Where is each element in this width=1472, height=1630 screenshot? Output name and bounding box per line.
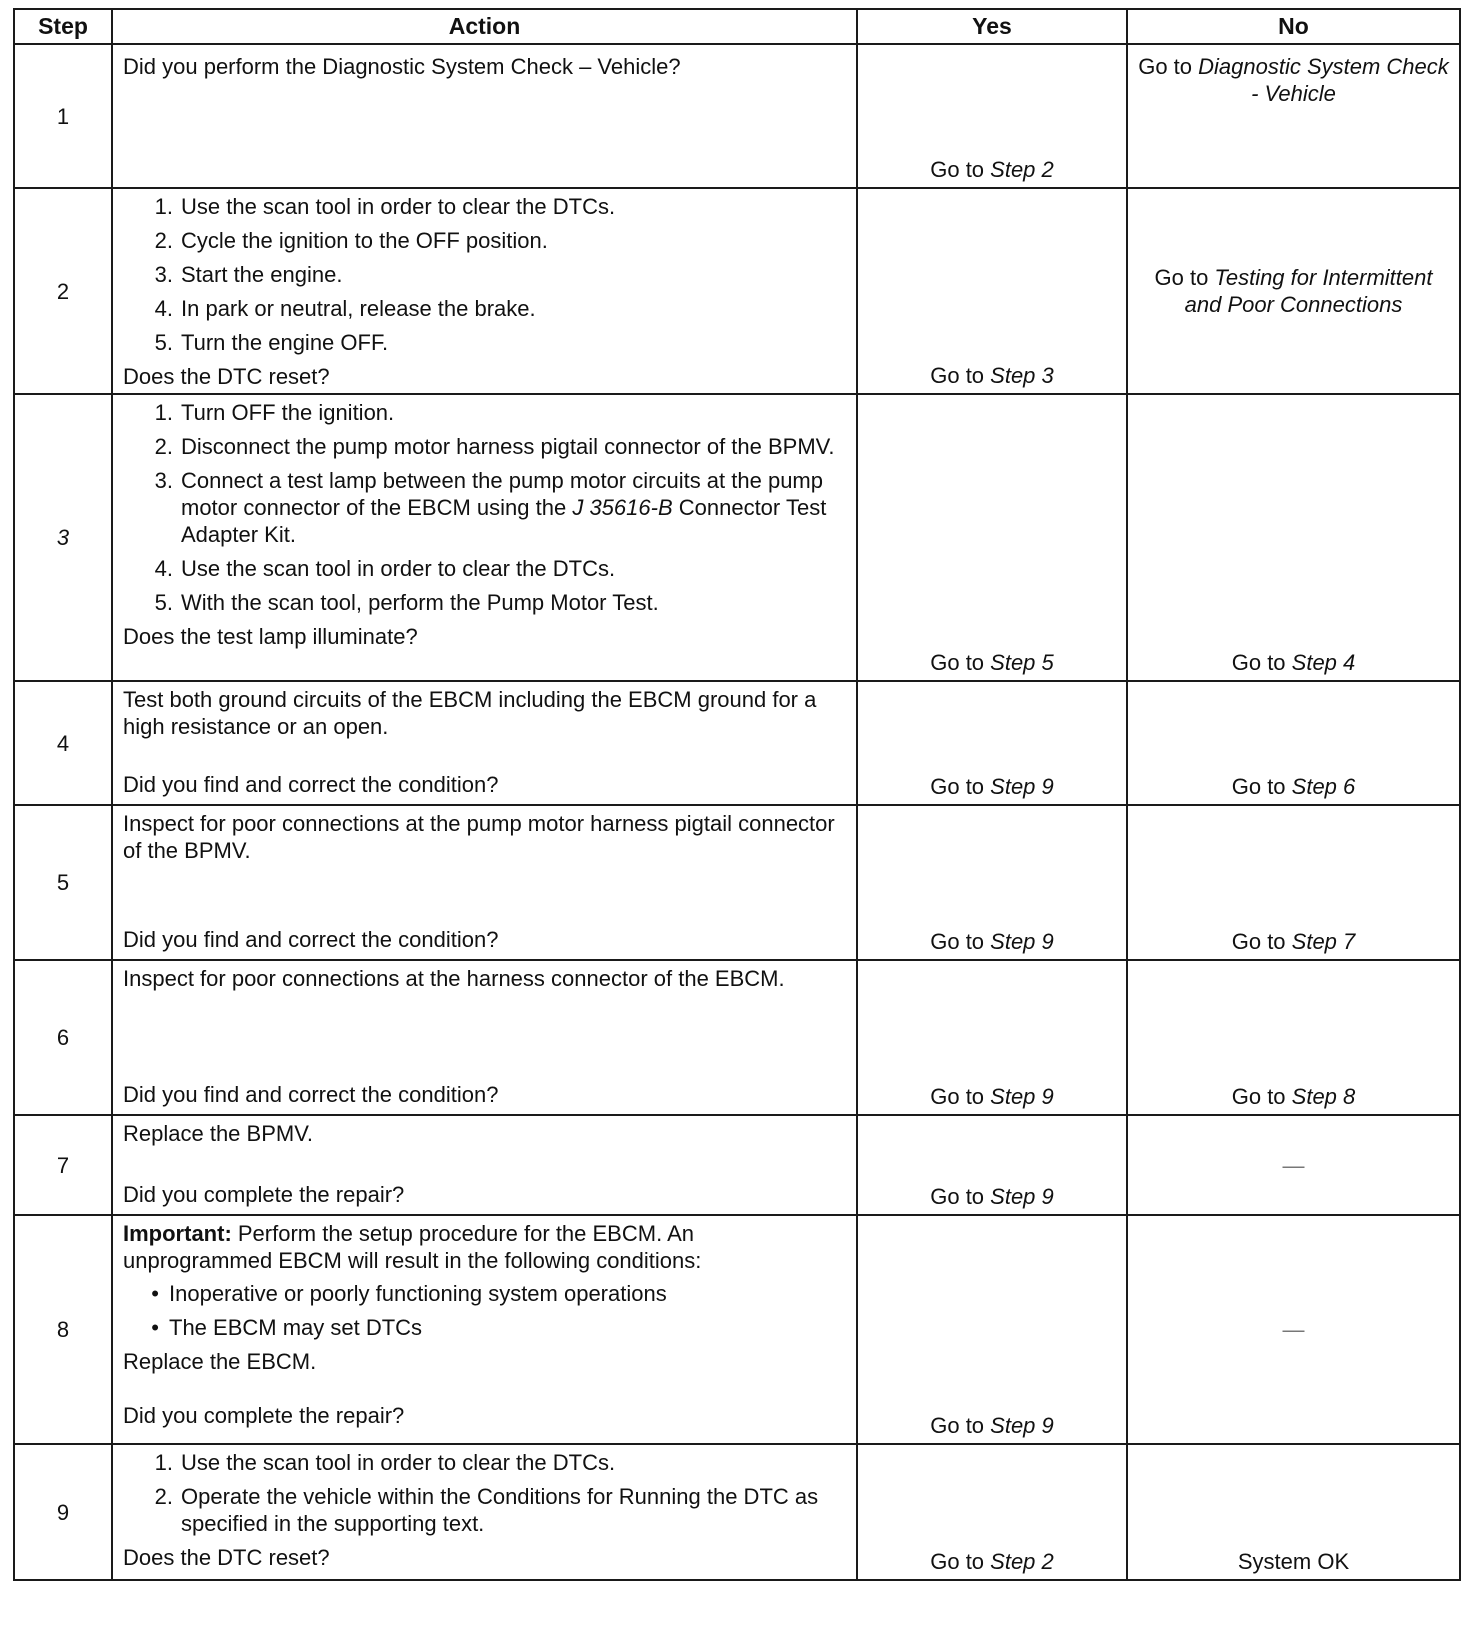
action-cell	[112, 1115, 857, 1215]
action-cell	[112, 960, 857, 1115]
procedure-list	[123, 1449, 846, 1537]
yes-step-link[interactable]: Step 9	[990, 1084, 1054, 1109]
no-cell	[1127, 960, 1460, 1115]
list-item: 5. Turn the engine OFF.	[154, 330, 389, 355]
list-item: 1. Use the scan tool in order to clear the DTCs.	[154, 1450, 616, 1475]
action-text: Replace the BPMV.	[123, 1121, 313, 1146]
list-item: 1. Turn OFF the ignition.	[154, 400, 395, 425]
yes-cell	[857, 44, 1127, 188]
yes-prefix: Go to	[930, 1549, 991, 1574]
question-text: Did you complete the repair?	[123, 1182, 405, 1207]
yes-step-link[interactable]: Step 9	[990, 929, 1054, 954]
step-number: 4	[14, 681, 112, 805]
yes-cell	[857, 1444, 1127, 1580]
no-cell	[1127, 681, 1460, 805]
list-item: 3. Start the engine.	[154, 262, 343, 287]
no-step-link[interactable]: Testing for Intermittent and Poor Connections	[1184, 265, 1433, 317]
table-row	[14, 44, 1460, 188]
table-row	[14, 1115, 1460, 1215]
action-text: Inspect for poor connections at the pump motor harness pigtail connector of the BPMV.	[123, 811, 835, 863]
list-item: 2. Disconnect the pump motor harness pigtail connector of the BPMV.	[154, 434, 835, 459]
yes-step-link[interactable]: Step 2	[990, 157, 1054, 182]
no-placeholder: —	[1282, 1317, 1305, 1342]
header-action: Action	[112, 9, 857, 44]
list-item: 2. Operate the vehicle within the Conditions for Running the DTC as specified in the supporting text.	[154, 1484, 819, 1536]
yes-prefix: Go to	[930, 1413, 991, 1438]
yes-step-link[interactable]: Step 3	[990, 363, 1054, 388]
yes-prefix: Go to	[930, 1084, 991, 1109]
no-cell	[1127, 1115, 1460, 1215]
list-item: • Inoperative or poorly functioning system operations	[151, 1281, 667, 1306]
action-text: Did you perform the Diagnostic System Check – Vehicle?	[123, 54, 681, 79]
step-number: 5	[14, 805, 112, 960]
yes-cell	[857, 805, 1127, 960]
header-step: Step	[14, 9, 112, 44]
table-row	[14, 1444, 1460, 1580]
yes-prefix: Go to	[930, 1184, 991, 1209]
header-no: No	[1127, 9, 1460, 44]
procedure-list	[123, 399, 846, 616]
header-yes: Yes	[857, 9, 1127, 44]
system-ok-text: System OK	[1237, 1549, 1350, 1574]
yes-step-link[interactable]: Step 5	[990, 650, 1054, 675]
yes-cell	[857, 1115, 1127, 1215]
procedure-list	[123, 193, 846, 356]
no-prefix: Go to	[1231, 774, 1292, 799]
table-row	[14, 960, 1460, 1115]
step-number: 3	[14, 394, 112, 681]
table-row	[14, 805, 1460, 960]
table-row	[14, 681, 1460, 805]
no-placeholder: —	[1282, 1152, 1305, 1178]
question-text: Did you find and correct the condition?	[123, 927, 499, 952]
yes-step-link[interactable]: Step 9	[990, 1413, 1054, 1438]
yes-prefix: Go to	[930, 157, 991, 182]
action-cell	[112, 805, 857, 960]
step-number: 9	[14, 1444, 112, 1580]
header-row	[14, 9, 1460, 44]
table-row	[14, 188, 1460, 394]
no-cell	[1127, 805, 1460, 960]
condition-list	[123, 1280, 846, 1341]
yes-cell	[857, 681, 1127, 805]
no-step-link[interactable]: Step 7	[1291, 929, 1356, 954]
list-item: • The EBCM may set DTCs	[151, 1315, 423, 1340]
no-step-link[interactable]: Diagnostic System Check - Vehicle	[1198, 54, 1449, 106]
action-text: Replace the EBCM.	[123, 1349, 317, 1374]
step-number: 7	[14, 1115, 112, 1215]
table-row	[14, 1215, 1460, 1444]
yes-cell	[857, 1215, 1127, 1444]
no-prefix: Go to	[1231, 929, 1292, 954]
action-cell	[112, 394, 857, 681]
yes-cell	[857, 394, 1127, 681]
list-item: 1. Use the scan tool in order to clear the DTCs.	[154, 194, 616, 219]
yes-cell	[857, 960, 1127, 1115]
action-text: Inspect for poor connections at the harness connector of the EBCM.	[123, 966, 785, 991]
yes-step-link[interactable]: Step 2	[990, 1549, 1054, 1574]
tool-reference: J 35616-B	[572, 495, 673, 520]
no-prefix: Go to	[1154, 265, 1215, 290]
table-row	[14, 394, 1460, 681]
no-step-link[interactable]: Step 6	[1291, 774, 1356, 799]
yes-prefix: Go to	[930, 650, 991, 675]
yes-step-link[interactable]: Step 9	[990, 1184, 1054, 1209]
list-item: 4. In park or neutral, release the brake.	[154, 296, 536, 321]
yes-prefix: Go to	[930, 774, 991, 799]
no-cell	[1127, 1444, 1460, 1580]
yes-prefix: Go to	[930, 929, 991, 954]
action-cell	[112, 681, 857, 805]
no-cell	[1127, 394, 1460, 681]
diagnostic-table	[13, 8, 1461, 1581]
question-text: Did you find and correct the condition?	[123, 772, 499, 797]
step-number: 2	[14, 188, 112, 394]
list-item: 4. Use the scan tool in order to clear the DTCs.	[154, 556, 616, 581]
action-cell	[112, 44, 857, 188]
yes-cell	[857, 188, 1127, 394]
action-text: Test both ground circuits of the EBCM including the EBCM ground for a high resistance or an open.	[123, 687, 817, 739]
no-prefix: Go to	[1138, 54, 1199, 79]
yes-step-link[interactable]: Step 9	[990, 774, 1054, 799]
list-item: 3. Connect a test lamp between the pump motor circuits at the pump motor connector of the EBCM using the J 35616-B Connector Test Adapter Kit.	[154, 468, 827, 547]
no-cell	[1127, 188, 1460, 394]
question-text: Did you complete the repair?	[123, 1403, 405, 1428]
action-cell	[112, 188, 857, 394]
no-step-link[interactable]: Step 8	[1291, 1084, 1356, 1109]
no-prefix: Go to	[1231, 650, 1292, 675]
no-cell	[1127, 44, 1460, 188]
no-step-link[interactable]: Step 4	[1291, 650, 1356, 675]
no-cell	[1127, 1215, 1460, 1444]
step-number: 1	[14, 44, 112, 188]
question-text: Does the DTC reset?	[123, 364, 330, 389]
action-cell	[112, 1444, 857, 1580]
action-cell	[112, 1215, 857, 1444]
yes-prefix: Go to	[930, 363, 991, 388]
question-text: Does the DTC reset?	[123, 1545, 330, 1570]
no-prefix: Go to	[1231, 1084, 1292, 1109]
step-number: 8	[14, 1215, 112, 1444]
important-note: Important: Perform the setup procedure for the EBCM. An unprogrammed EBCM will result in the following conditions:	[123, 1221, 702, 1273]
question-text: Does the test lamp illuminate?	[123, 624, 418, 649]
step-number: 6	[14, 960, 112, 1115]
question-text: Did you find and correct the condition?	[123, 1082, 499, 1107]
list-item: 2. Cycle the ignition to the OFF position.	[154, 228, 548, 253]
list-item: 5. With the scan tool, perform the Pump Motor Test.	[154, 590, 659, 615]
important-label: Important:	[123, 1221, 232, 1246]
